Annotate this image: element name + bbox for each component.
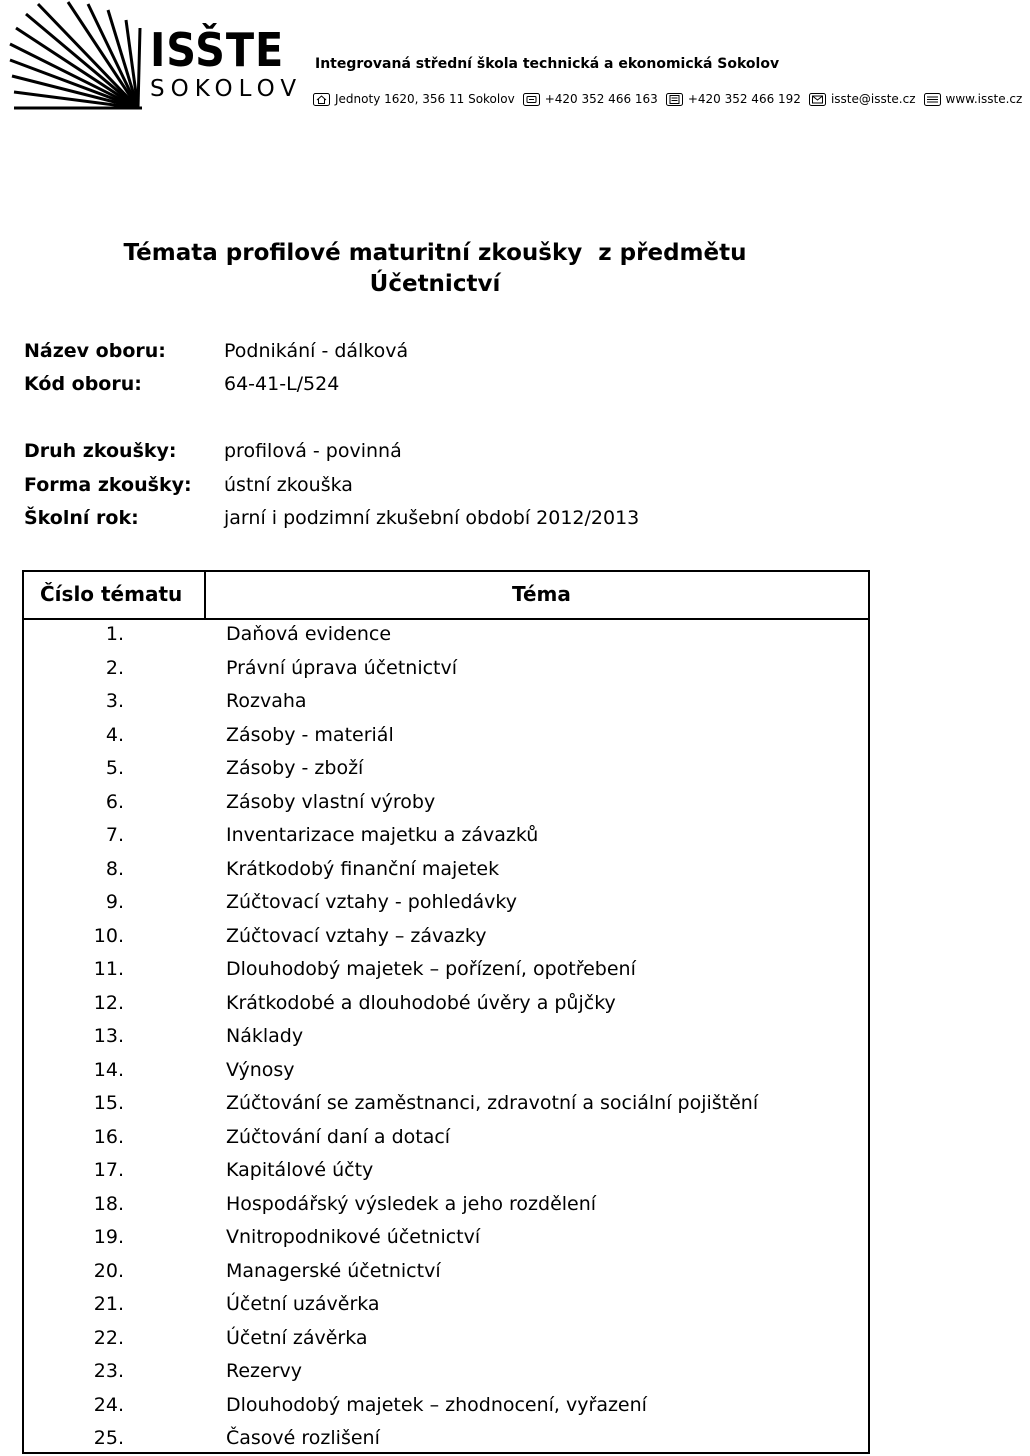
topic-number: 16. bbox=[93, 1125, 124, 1148]
topic-title: Právní úprava účetnictví bbox=[226, 656, 458, 679]
topic-title: Zásoby - zboží bbox=[226, 757, 364, 779]
table-row bbox=[24, 953, 868, 987]
table-row bbox=[24, 886, 868, 920]
letterhead bbox=[0, 0, 1023, 130]
topic-number: 3. bbox=[105, 690, 124, 712]
topic-number: 6. bbox=[105, 790, 124, 813]
table-row bbox=[24, 920, 868, 954]
topic-number: 19. bbox=[93, 1226, 124, 1248]
table-row bbox=[24, 719, 868, 753]
topic-title: Inventarizace majetku a závazků bbox=[226, 824, 539, 846]
meta-exam-type-label: Druh zkoušky: bbox=[24, 440, 177, 462]
topic-title: Výnosy bbox=[226, 1058, 295, 1081]
header-topic-number: Číslo tématu bbox=[40, 582, 183, 606]
table-row bbox=[24, 1054, 868, 1088]
topic-number: 1. bbox=[105, 623, 124, 645]
topic-number: 15. bbox=[93, 1092, 124, 1114]
meta-school-year-label: Školní rok: bbox=[24, 507, 139, 529]
topic-number: 2. bbox=[105, 656, 124, 679]
envelope-icon bbox=[809, 93, 826, 106]
topic-number: 11. bbox=[93, 958, 124, 980]
topics-table-body bbox=[24, 618, 868, 1456]
contact-email bbox=[809, 92, 916, 106]
table-row bbox=[24, 1255, 868, 1289]
topic-title: Hospodářský výsledek a jeho rozdělení bbox=[226, 1192, 597, 1215]
topic-number: 20. bbox=[93, 1259, 124, 1282]
table-row bbox=[24, 652, 868, 686]
table-row bbox=[24, 1154, 868, 1188]
meta-field-code bbox=[24, 373, 340, 395]
topic-number: 23. bbox=[93, 1360, 124, 1382]
document-title-line2: Účetnictví bbox=[369, 271, 501, 297]
topic-title: Časové rozlišení bbox=[226, 1427, 380, 1449]
contact-phone-text: +420 352 466 163 bbox=[544, 92, 658, 106]
topic-title: Zásoby - materiál bbox=[226, 723, 394, 746]
contact-web-text: www.isste.cz bbox=[945, 92, 1023, 106]
table-row bbox=[24, 819, 868, 853]
table-row bbox=[24, 853, 868, 887]
table-row bbox=[24, 1389, 868, 1423]
topic-title: Zúčtovací vztahy - pohledávky bbox=[226, 891, 517, 913]
topic-number: 22. bbox=[93, 1326, 124, 1349]
meta-field-name-value: Podnikání - dálková bbox=[224, 340, 409, 362]
topic-number: 24. bbox=[93, 1393, 124, 1416]
school-logo-wordmark bbox=[150, 23, 303, 104]
topic-title: Účetní uzávěrka bbox=[226, 1293, 380, 1315]
house-icon bbox=[313, 93, 330, 106]
contact-phone bbox=[523, 92, 658, 106]
topics-table-header bbox=[24, 572, 868, 620]
header-column-divider bbox=[204, 572, 206, 620]
topic-title: Zúčtování se zaměstnanci, zdravotní a sociální pojištění bbox=[226, 1092, 759, 1114]
table-row bbox=[24, 1020, 868, 1054]
topic-title: Dlouhodobý majetek – zhodnocení, vyřazení bbox=[226, 1393, 647, 1416]
contact-address-text: Jednoty 1620, 356 11 Sokolov bbox=[335, 92, 515, 106]
table-row bbox=[24, 1188, 868, 1222]
meta-exam-type bbox=[24, 440, 402, 462]
topic-title: Dlouhodobý majetek – pořízení, opotřebení bbox=[226, 958, 636, 980]
topic-number: 9. bbox=[105, 891, 124, 913]
contact-fax bbox=[666, 92, 801, 106]
topic-number: 4. bbox=[105, 723, 124, 746]
topic-number: 25. bbox=[93, 1427, 124, 1449]
topics-table bbox=[22, 570, 870, 1454]
topic-number: 21. bbox=[93, 1293, 124, 1315]
topic-title: Rozvaha bbox=[226, 690, 307, 712]
table-row bbox=[24, 987, 868, 1021]
topic-title: Managerské účetnictví bbox=[226, 1259, 441, 1282]
topic-number: 10. bbox=[93, 924, 124, 947]
logo-main-text: ISŠTE bbox=[150, 23, 285, 77]
table-row bbox=[24, 1221, 868, 1255]
topic-title: Krátkodobý finanční majetek bbox=[226, 857, 500, 880]
topic-title: Zúčtování daní a dotací bbox=[226, 1125, 451, 1148]
school-name: Integrovaná střední škola technická a ekonomická Sokolov bbox=[315, 56, 780, 72]
topic-title: Rezervy bbox=[226, 1360, 302, 1382]
table-row bbox=[24, 1322, 868, 1356]
table-row bbox=[24, 1087, 868, 1121]
meta-field-name bbox=[24, 340, 409, 362]
meta-field-code-value: 64-41-L/524 bbox=[224, 373, 340, 395]
table-row bbox=[24, 618, 868, 652]
meta-field-code-label: Kód oboru: bbox=[24, 373, 142, 395]
table-row bbox=[24, 1422, 868, 1456]
table-row bbox=[24, 1288, 868, 1322]
meta-exam-form-label: Forma zkoušky: bbox=[24, 474, 192, 496]
table-row bbox=[24, 1121, 868, 1155]
header-topic: Téma bbox=[512, 582, 571, 606]
contact-row bbox=[313, 92, 1030, 106]
topic-title: Zásoby vlastní výroby bbox=[226, 790, 436, 813]
topic-title: Krátkodobé a dlouhodobé úvěry a půjčky bbox=[226, 991, 616, 1014]
contact-email-text: isste@isste.cz bbox=[830, 92, 916, 106]
meta-exam-type-value: profilová - povinná bbox=[224, 440, 402, 462]
topic-number: 13. bbox=[93, 1025, 124, 1047]
meta-school-year-value: jarní i podzimní zkušební období 2012/2013 bbox=[224, 507, 640, 529]
table-row bbox=[24, 685, 868, 719]
contact-fax-text: +420 352 466 192 bbox=[687, 92, 801, 106]
topic-number: 17. bbox=[93, 1159, 124, 1181]
table-row bbox=[24, 786, 868, 820]
meta-exam-form-value: ústní zkouška bbox=[224, 474, 353, 496]
topic-number: 5. bbox=[105, 757, 124, 779]
topic-number: 8. bbox=[105, 857, 124, 880]
topic-title: Vnitropodnikové účetnictví bbox=[226, 1226, 481, 1248]
topic-title: Daňová evidence bbox=[226, 623, 392, 645]
topic-title: Náklady bbox=[226, 1025, 304, 1047]
topic-title: Zúčtovací vztahy – závazky bbox=[226, 924, 487, 947]
topic-number: 12. bbox=[93, 991, 124, 1014]
topic-title: Kapitálové účty bbox=[226, 1159, 374, 1181]
logo-sub-text: SOKOLOV bbox=[150, 76, 303, 102]
table-row bbox=[24, 752, 868, 786]
topic-number: 14. bbox=[93, 1058, 124, 1081]
phone-icon bbox=[523, 93, 540, 106]
globe-icon bbox=[924, 93, 941, 106]
topic-number: 18. bbox=[93, 1192, 124, 1215]
document-title-line1: Témata profilové maturitní zkoušky z předmětu bbox=[123, 240, 747, 266]
table-row bbox=[24, 1355, 868, 1389]
meta-field-name-label: Název oboru: bbox=[24, 340, 166, 362]
contact-web bbox=[924, 92, 1023, 106]
fax-icon bbox=[666, 93, 683, 106]
school-logo-rays-icon bbox=[8, 0, 148, 112]
meta-school-year bbox=[24, 507, 640, 529]
contact-address bbox=[313, 92, 515, 106]
topic-title: Účetní závěrka bbox=[226, 1326, 368, 1349]
topic-number: 7. bbox=[105, 824, 124, 846]
meta-exam-form bbox=[24, 474, 353, 496]
